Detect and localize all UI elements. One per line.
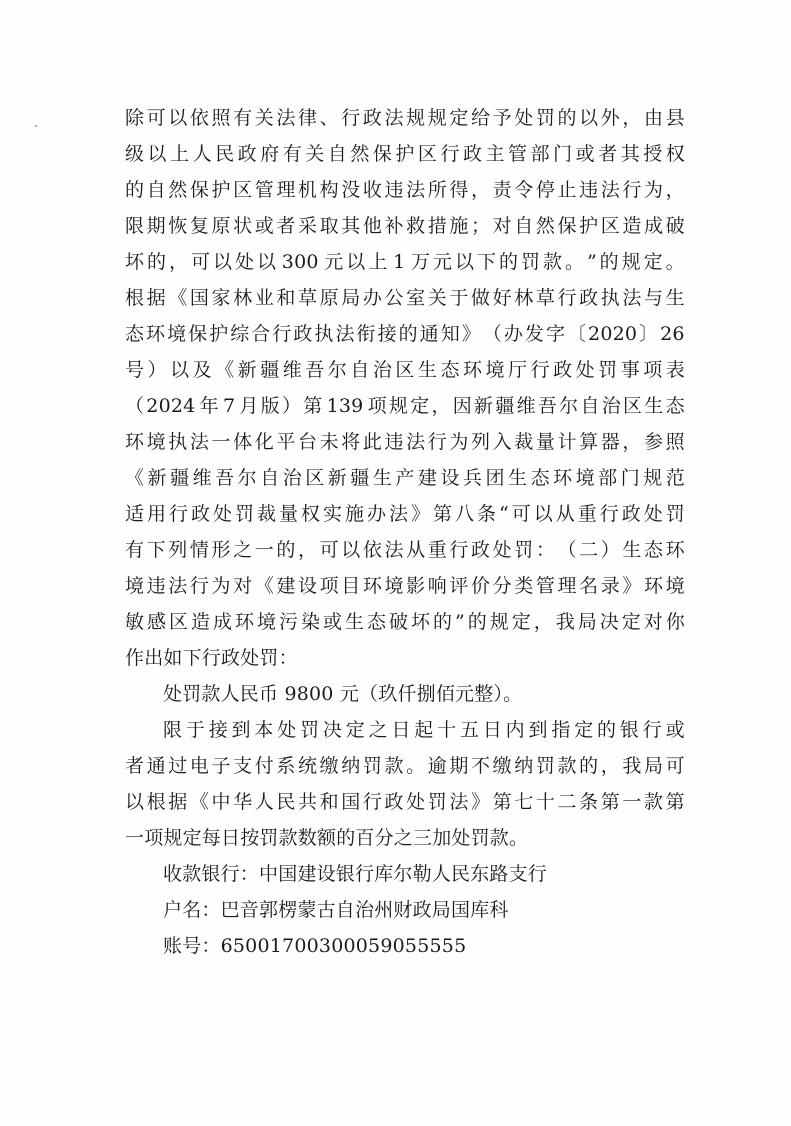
penalty-amount: 处罚款人民币 9800 元（玖仟捌佰元整）。 [163, 683, 523, 705]
body-line: 敏 感 区 造 成 环 境 污 染 或 生 态 破 坏 的 ” 的 规 定 ， 我 局 决 定 对 你 [125, 611, 685, 633]
body-line: （ 2024 年 7 月 版 ） 第 139 项 规 定 ， 因 新 疆 维 吾 尔 自 治 区 生 态 [125, 395, 685, 417]
account-number: 账号：65001700300059055555 [163, 935, 467, 957]
body-line: 适 用 行 政 处 罚 裁 量 权 实 施 办 法 》 第 八 条 “ 可 以 从 重 行 政 处 罚 [125, 503, 685, 525]
body-line: 一项规定每日按罚款数额的百分之三加处罚款。 [125, 827, 529, 849]
body-line: 坏 的 ， 可 以 处 以 300 元 以 上 1 万 元 以 下 的 罚 款 。 ” 的 规 定 。 [125, 251, 685, 273]
body-line: 环 境 执 法 一 体 化 平 台 未 将 此 违 法 行 为 列 入 裁 量 计 算 器 ， 参 照 [125, 431, 685, 453]
body-line: 除 可 以 依 照 有 关 法 律 、 行 政 法 规 规 定 给 予 处 罚 的 以 外 ， 由 县 [125, 107, 685, 129]
body-line: 级 以 上 人 民 政 府 有 关 自 然 保 护 区 行 政 主 管 部 门 或 者 其 授 权 [125, 143, 685, 165]
body-line: 《 新 疆 维 吾 尔 自 治 区 新 疆 生 产 建 设 兵 团 生 态 环 境 部 门 规 范 [125, 467, 685, 489]
account-name: 户名：巴音郭楞蒙古自治州财政局国库科 [163, 899, 509, 921]
body-line: 限 期 恢 复 原 状 或 者 采 取 其 他 补 救 措 施 ； 对 自 然 保 护 区 造 成 破 [125, 215, 685, 237]
body-line: 有 下 列 情 形 之 一 的 ， 可 以 依 法 从 重 行 政 处 罚 ： （ 二 ） 生 态 环 [125, 539, 685, 561]
body-line: 根 据 《 国 家 林 业 和 草 原 局 办 公 室 关 于 做 好 林 草 行 政 执 法 与 生 [125, 287, 685, 309]
body-line: 作出如下行政处罚： [125, 647, 298, 669]
body-line: 号 ） 以 及 《 新 疆 维 吾 尔 自 治 区 生 态 环 境 厅 行 政 处 罚 事 项 表 [125, 359, 685, 381]
receiving-bank: 收款银行：中国建设银行库尔勒人民东路支行 [163, 863, 548, 885]
payment-deadline-line: 限 于 接 到 本 处 罚 决 定 之 日 起 十 五 日 内 到 指 定 的 银 行 或 [163, 719, 685, 741]
document-body [125, 100, 685, 964]
body-line: 境 违 法 行 为 对 《 建 设 项 目 环 境 影 响 评 价 分 类 管 理 名 录 》 环 境 [125, 575, 685, 597]
body-line: 的 自 然 保 护 区 管 理 机 构 没 收 违 法 所 得 ， 责 令 停 止 违 法 行 为 ， [125, 179, 685, 201]
body-line: 态 环 境 保 护 综 合 行 政 执 法 衔 接 的 通 知 》 （ 办 发 字 〔 2020 〕 26 [125, 323, 685, 345]
body-line: 以 根 据 《 中 华 人 民 共 和 国 行 政 处 罚 法 》 第 七 十 二 条 第 一 款 第 [125, 791, 685, 813]
scan-speck [35, 125, 37, 127]
body-line: 者 通 过 电 子 支 付 系 统 缴 纳 罚 款 。 逾 期 不 缴 纳 罚 款 的 ， 我 局 可 [125, 755, 685, 777]
